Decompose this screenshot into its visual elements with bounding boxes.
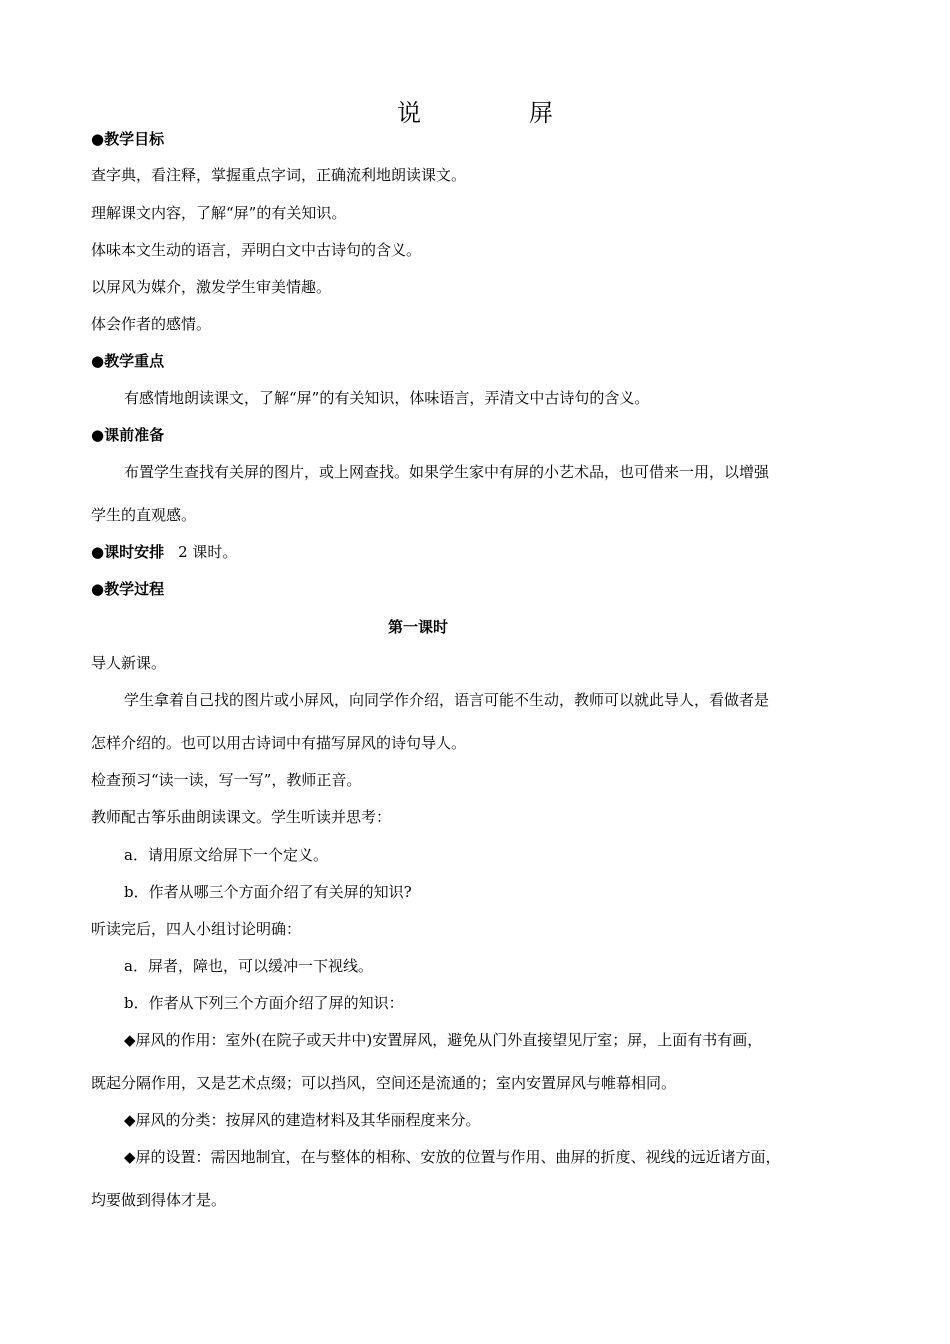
process-line: ◆屏风的分类：按屏风的建造材料及其华丽程度来分。 [124,1111,481,1129]
process-line: 怎样介绍的。也可以用古诗词中有描写屏风的诗句导人。 [91,734,467,752]
process-line: b．作者从哪三个方面介绍了有关屏的知识? [124,883,412,901]
process-line: 导人新课。 [91,654,167,672]
process-line: ◆屏的设置：需因地制宜，在与整体的相称、安放的位置与作用、曲屏的折度、视线的远近诸方面， [124,1148,781,1166]
process-line: 均要做到得体才是。 [91,1191,227,1209]
goal-item: 体味本文生动的语言，弄明白文中古诗句的含义。 [91,241,422,259]
goal-item: 体会作者的感情。 [91,315,212,333]
process-line: a．屏者，障也，可以缓冲一下视线。 [124,957,373,975]
schedule-heading: ●课时安排 [91,543,165,561]
process-line: 学生拿着自己找的图片或小屏风，向同学作介绍，语言可能不生动，教师可以就此导人，看做者是 [124,691,770,709]
goal-item: 以屏风为媒介，激发学生审美情趣。 [91,278,332,296]
focus-text: 有感情地朗读课文，了解“屏”的有关知识，体味语言，弄清文中古诗句的含义。 [124,389,650,407]
goal-item: 查字典，看注释，掌握重点字词，正确流利地朗读课文。 [91,166,467,184]
process-line: b．作者从下列三个方面介绍了屏的知识： [124,994,404,1012]
process-line: 既起分隔作用，又是艺术点缀；可以挡风，空间还是流通的；室内安置屏风与帷幕相同。 [91,1074,677,1092]
schedule-row [91,542,237,562]
process-line: 教师配古筝乐曲朗读课文。学生听读并思考： [91,808,392,826]
goals-heading: ●教学目标 [91,130,165,148]
process-line: a．请用原文给屏下一个定义。 [124,846,328,864]
process-line: 听读完后，四人小组讨论明确： [91,920,302,938]
prep-heading: ●课前准备 [91,426,165,444]
process-line: 检查预习“读一读，写一写”，教师正音。 [91,771,362,789]
process-line: ◆屏风的作用：室外(在院子或天井中)安置屏风，避免从门外直接望见厅室；屏，上面有书有画， [124,1031,763,1049]
page-title: 说 屏 [397,99,595,127]
goal-item: 理解课文内容，了解“屏”的有关知识。 [91,204,347,222]
focus-heading: ●教学重点 [91,352,165,370]
prep-text-line-2: 学生的直观感。 [91,506,197,524]
prep-text-line-1: 布置学生查找有关屏的图片，或上网查找。如果学生家中有屏的小艺术品，也可借来一用，以增强 [124,463,770,481]
schedule-value: 2 课时。 [178,543,238,561]
lesson-title: 第一课时 [387,618,448,636]
process-heading: ●教学过程 [91,580,165,598]
